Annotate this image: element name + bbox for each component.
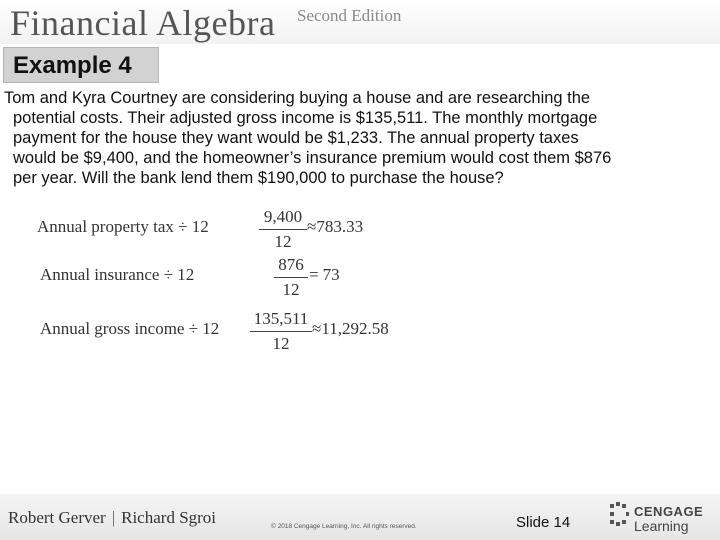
- numerator: 9,400: [259, 207, 307, 230]
- relation-sign: ≈: [312, 319, 322, 338]
- calc-label-property-tax: Annual property tax ÷ 12: [37, 217, 209, 236]
- fraction-insurance: [274, 255, 308, 300]
- example-title: Example 4: [13, 52, 132, 79]
- cengage-logo-icon: [608, 500, 632, 530]
- result-value: 11,292.58: [321, 319, 389, 338]
- author-name: Richard Sgroi: [121, 508, 217, 527]
- relation-sign: ≈: [307, 217, 317, 236]
- numerator: 135,511: [250, 309, 312, 332]
- authors: [8, 508, 216, 528]
- cengage-logo: [608, 500, 716, 534]
- fraction-gross-income: [250, 309, 312, 354]
- slide-number: Slide 14: [516, 514, 571, 531]
- problem-line: potential costs. Their adjusted gross income is $135,511. The monthly mortgage: [13, 109, 598, 127]
- calc-label-insurance: Annual insurance ÷ 12: [40, 265, 195, 284]
- calc-result-gross-income: [312, 319, 389, 339]
- numerator: 876: [274, 255, 308, 278]
- footer-bar: [0, 494, 720, 540]
- result-value: 73: [322, 265, 340, 284]
- calc-result-property-tax: [307, 217, 363, 237]
- calc-result-insurance: [309, 265, 340, 285]
- author-separator: |: [111, 508, 116, 527]
- calc-label-gross-income: Annual gross income ÷ 12: [40, 319, 220, 338]
- problem-line: Tom and Kyra Courtney are considering buying a house and are researching the: [4, 89, 591, 107]
- logo-text-learning: Learning: [634, 518, 689, 534]
- book-title: Financial Algebra: [10, 3, 276, 43]
- result-value: 783.33: [316, 217, 364, 236]
- logo-text-cengage: CENGAGE: [634, 504, 704, 519]
- relation-sign: =: [309, 265, 319, 284]
- edition-label: Second Edition: [297, 6, 402, 25]
- denominator: 12: [274, 232, 292, 251]
- copyright-notice: © 2018 Cengage Learning, Inc. All rights reserved.: [271, 523, 417, 530]
- denominator: 12: [282, 280, 300, 299]
- problem-line: payment for the house they want would be $1,233. The annual property taxes: [13, 129, 579, 147]
- problem-line: per year. Will the bank lend them $190,000 to purchase the house?: [13, 169, 504, 187]
- problem-line: would be $9,400, and the homeowner’s insurance premium would cost them $876: [13, 149, 612, 167]
- fraction-property-tax: [259, 207, 307, 252]
- author-name: Robert Gerver: [8, 508, 106, 527]
- denominator: 12: [272, 334, 290, 353]
